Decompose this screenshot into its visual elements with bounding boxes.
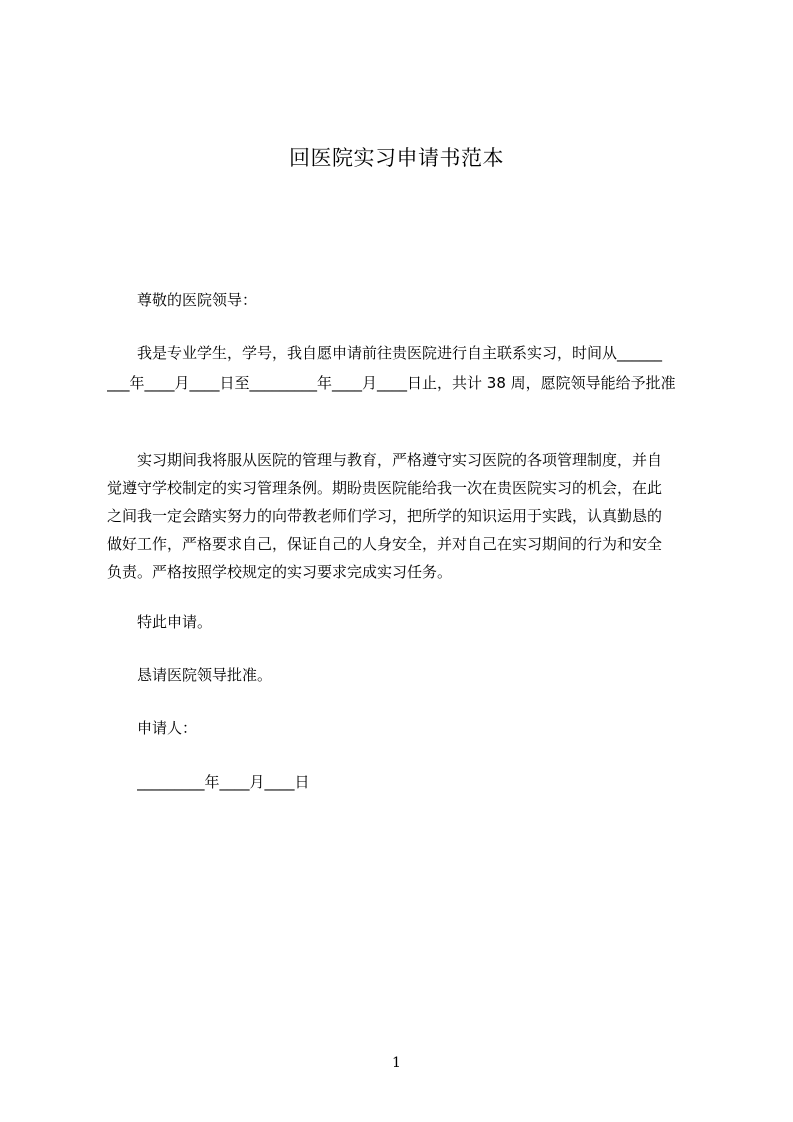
document-title: 回医院实习申请书范本 <box>289 146 504 170</box>
paragraph-2-line-3: 之间我一定会踏实努力的向带教老师们学习，把所学的知识运用于实践，认真勤恳的 <box>107 507 663 525</box>
salutation: 尊敬的医院领导： <box>137 291 258 309</box>
paragraph-2-line-5: 负责。严格按照学校规定的实习要求完成实习任务。 <box>107 563 453 581</box>
applicant-label: 申请人： <box>137 719 198 737</box>
paragraph-2-line-1: 实习期间我将服从医院的管理与教育，严格遵守实习医院的各项管理制度，并自 <box>137 451 663 469</box>
paragraph-2-line-2: 觉遵守学校制定的实习管理条例。期盼贵医院能给我一次在贵医院实习的机会，在此 <box>107 479 663 497</box>
paragraph-1-line-1: 我是专业学生，学号，我自愿申请前往贵医院进行自主联系实习，时间从______ <box>137 344 663 362</box>
closing-approval: 恳请医院领导批准。 <box>137 666 273 684</box>
page-number: 1 <box>392 1055 401 1071</box>
date-line: _________年____月____日 <box>137 773 310 791</box>
paragraph-2-line-4: 做好工作，严格要求自己，保证自己的人身安全，并对自己在实习期间的行为和安全 <box>107 535 663 553</box>
closing-request: 特此申请。 <box>137 613 213 631</box>
paragraph-1-line-2: ___年____月____日至_________年____月____日止，共计 38 周，愿院领导能给予批准 <box>107 374 676 392</box>
